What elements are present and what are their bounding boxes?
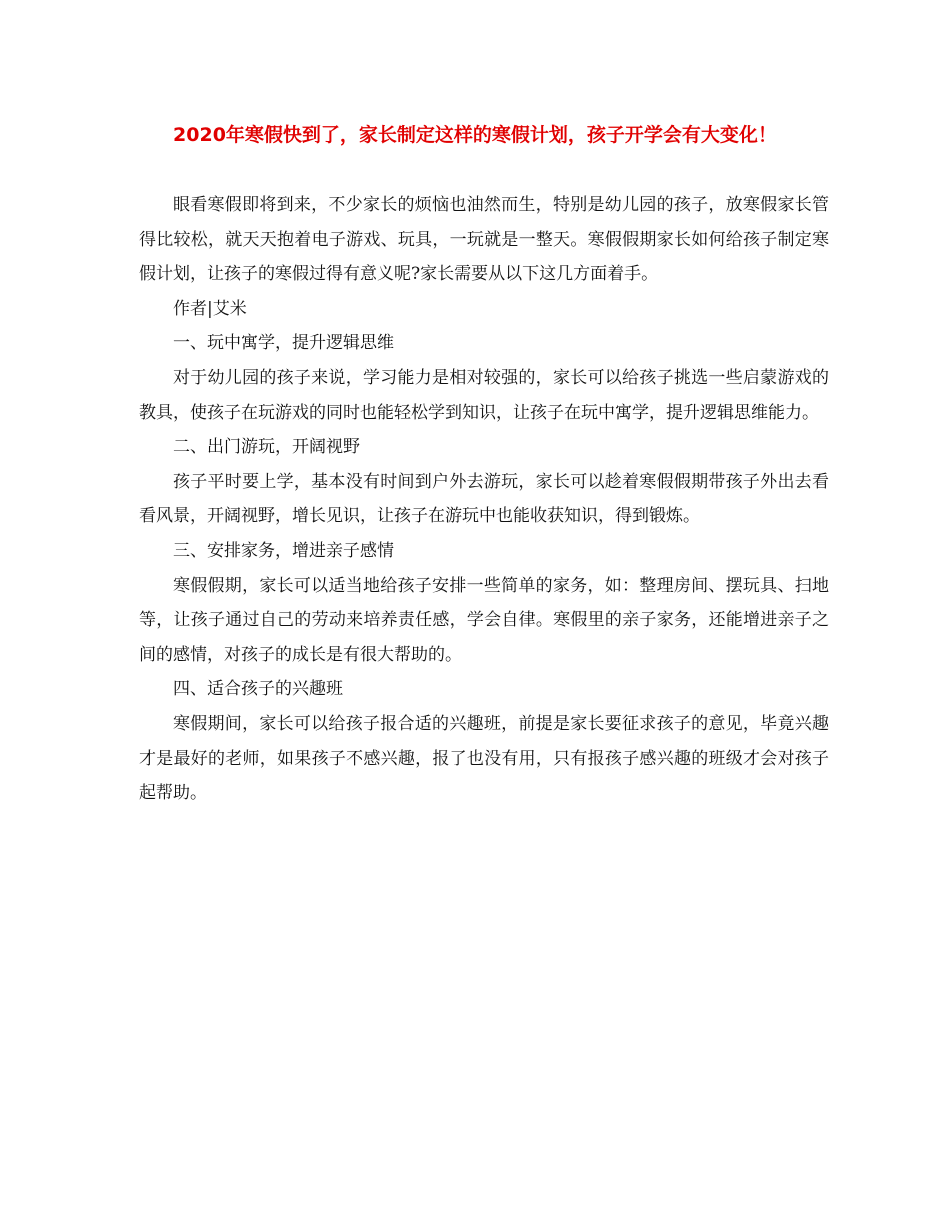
- section-paragraph-2: 孩子平时要上学，基本没有时间到户外去游玩，家长可以趁着寒假假期带孩子外出去看看风景，开阔视野，增长见识，让孩子在游玩中也能收获知识，得到锻炼。: [139, 471, 829, 527]
- section-heading-3: 三、安排家务，增进亲子感情: [173, 540, 394, 561]
- document-title: 2020年寒假快到了，家长制定这样的寒假计划，孩子开学会有大变化！: [173, 124, 777, 146]
- section-paragraph-1: 对于幼儿园的孩子来说，学习能力是相对较强的，家长可以给孩子挑选一些启蒙游戏的教具，使孩子在玩游戏的同时也能轻松学到知识，让孩子在玩中寓学，提升逻辑思维能力。: [139, 367, 829, 423]
- section-paragraph-3: 寒假假期，家长可以适当地给孩子安排一些简单的家务，如：整理房间、摆玩具、扫地等，让孩子通过自己的劳动来培养责任感，学会自律。寒假里的亲子家务，还能增进亲子之间的感情，对孩子的成长是有很大帮助的。: [139, 575, 829, 665]
- section-heading-2: 二、出门游玩，开阔视野: [173, 437, 360, 458]
- section-heading-4: 四、适合孩子的兴趣班: [173, 679, 343, 700]
- author-line: 作者|艾米: [173, 298, 247, 319]
- section-heading-1: 一、玩中寓学，提升逻辑思维: [173, 333, 394, 354]
- intro-paragraph: 眼看寒假即将到来，不少家长的烦恼也油然而生，特别是幼儿园的孩子，放寒假家长管得比较松，就天天抱着电子游戏、玩具，一玩就是一整天。寒假假期家长如何给孩子制定寒假计划，让孩子的寒假过得有意义呢?家长需要从以下这几方面着手。: [139, 195, 829, 285]
- document-body: [139, 188, 829, 811]
- section-paragraph-4: 寒假期间，家长可以给孩子报合适的兴趣班，前提是家长要征求孩子的意见，毕竟兴趣才是最好的老师，如果孩子不感兴趣，报了也没有用，只有报孩子感兴趣的班级才会对孩子起帮助。: [139, 713, 829, 804]
